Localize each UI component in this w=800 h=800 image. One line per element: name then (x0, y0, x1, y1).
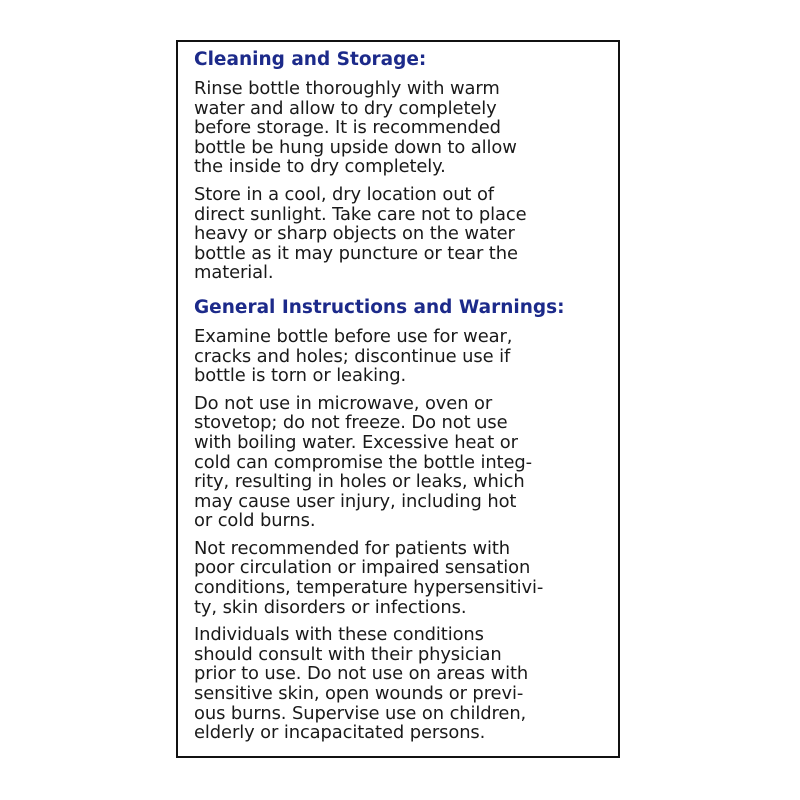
text-line: stovetop; do not freeze. Do not use (194, 412, 508, 434)
warnings-paragraph-examine (194, 327, 606, 386)
cleaning-paragraph-store (194, 185, 606, 283)
text-line: Individuals with these conditions (194, 624, 484, 646)
text-line: the inside to dry completely. (194, 156, 446, 178)
text-line: Examine bottle before use for wear, (194, 325, 513, 347)
text-line: may cause user injury, including hot (194, 490, 517, 512)
text-line: should consult with their physician (194, 643, 502, 665)
text-line: Store in a cool, dry location out of (194, 183, 494, 205)
text-line: bottle as it may puncture or tear the (194, 242, 518, 264)
text-line: before storage. It is recommended (194, 117, 501, 139)
general-warnings-heading: General Instructions and Warnings: (194, 296, 565, 318)
cleaning-storage-heading: Cleaning and Storage: (194, 49, 427, 70)
text-line: elderly or incapacitated persons. (194, 722, 486, 744)
text-line: sensitive skin, open wounds or previ- (194, 683, 524, 705)
text-line: Do not use in microwave, oven or (194, 392, 493, 414)
text-line: ous burns. Supervise use on children, (194, 702, 527, 724)
instruction-label-card (176, 40, 620, 758)
text-line: cold can compromise the bottle integ- (194, 451, 532, 473)
text-line: or cold burns. (194, 510, 316, 532)
warnings-paragraph-individuals (194, 625, 606, 743)
text-line: cracks and holes; discontinue use if (194, 345, 511, 367)
text-line: heavy or sharp objects on the water (194, 223, 515, 245)
text-line: rity, resulting in holes or leaks, which (194, 471, 525, 493)
text-line: poor circulation or impaired sensation (194, 557, 531, 579)
text-line: prior to use. Do not use on areas with (194, 663, 529, 685)
text-line: with boiling water. Excessive heat or (194, 431, 518, 453)
cleaning-paragraph-rinse (194, 79, 606, 177)
text-line: material. (194, 262, 274, 284)
warnings-paragraph-heat (194, 394, 606, 531)
warnings-paragraph-patients (194, 539, 606, 617)
text-line: direct sunlight. Take care not to place (194, 203, 527, 225)
text-line: bottle is torn or leaking. (194, 365, 407, 387)
text-line: ty, skin disorders or infections. (194, 596, 467, 618)
text-line: bottle be hung upside down to allow (194, 136, 517, 158)
text-line: water and allow to dry completely (194, 97, 497, 119)
text-line: Not recommended for patients with (194, 537, 511, 559)
text-line: Rinse bottle thoroughly with warm (194, 78, 500, 99)
text-line: conditions, temperature hypersensitivi- (194, 577, 544, 599)
